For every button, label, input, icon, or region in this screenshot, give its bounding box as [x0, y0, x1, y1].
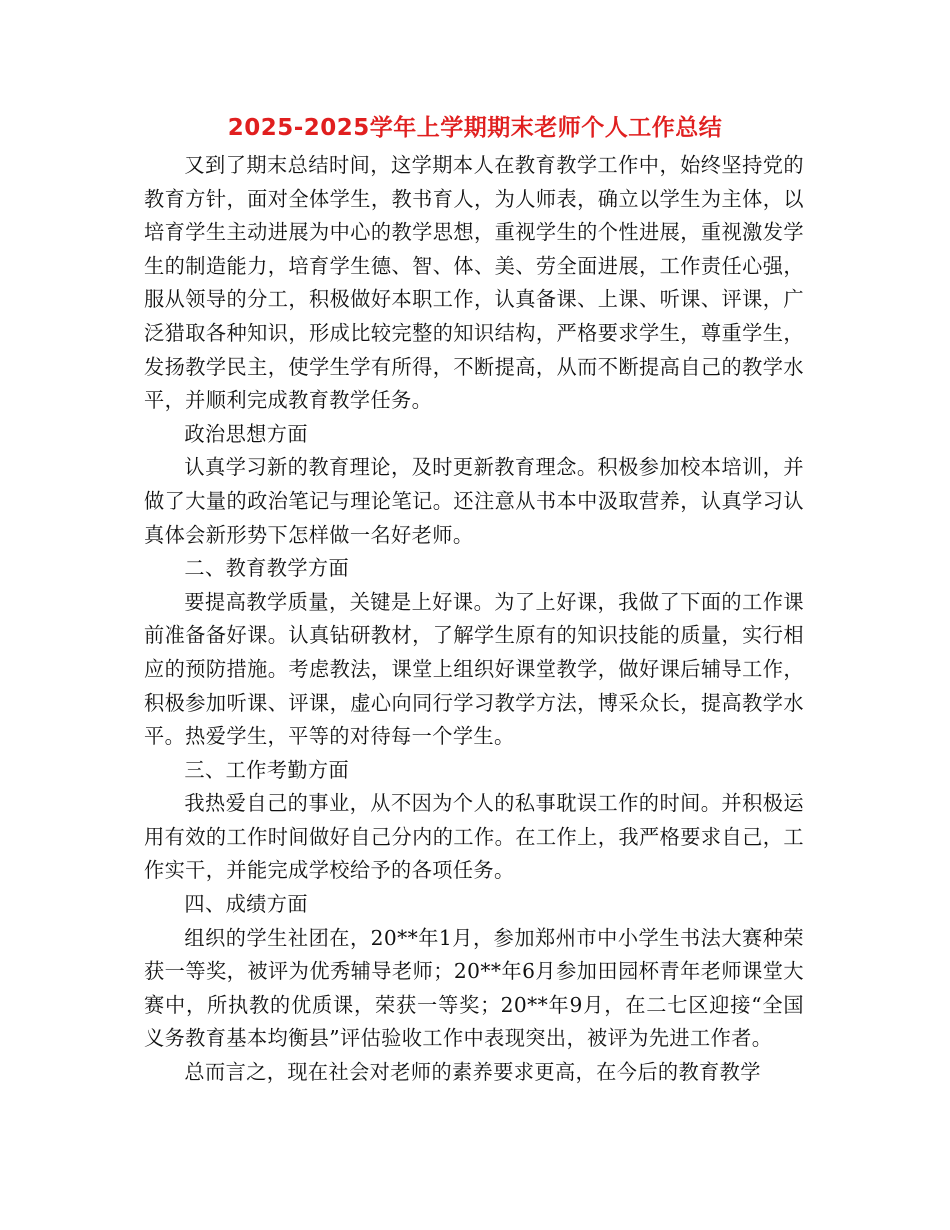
section-heading-achievements: 四、成绩方面 — [184, 892, 308, 917]
paragraph-politics: 认真学习新的教育理论，及时更新教育理念。积极参加校本培训，并做了大量的政治笔记与理论笔记。还注意从书本中汲取营养，认真学习认真体会新形势下怎样做一名好老师。 — [144, 455, 804, 547]
section-heading-politics: 政治思想方面 — [184, 421, 308, 446]
paragraph-intro: 又到了期末总结时间，这学期本人在教育教学工作中，始终坚持党的教育方针，面对全体学生，教书育人，为人师表，确立以学生为主体，以培育学生主动进展为中心的教学思想，重视学生的个性进展，重视激发学生的制造能力，培育学生德、智、体、美、劳全面进展，工作责任心强，服从领导的分工，积极做好本职工作，认真备课、上课、听课、评课，广泛猎取各种知识，形成比较完整的知识结构，严格要求学生，尊重学生，发扬教学民主，使学生学有所得，不断提高，从而不断提高自己的教学水平，并顺利完成教育教学任务。 — [144, 153, 804, 413]
document-body — [144, 149, 804, 1090]
section-heading-teaching: 二、教育教学方面 — [184, 556, 350, 581]
section-heading-attendance: 三、工作考勤方面 — [184, 757, 350, 782]
paragraph-conclusion: 总而言之，现在社会对老师的素养要求更高，在今后的教育教学 — [184, 1060, 761, 1085]
paragraph-achievements: 组织的学生社团在，20**年1月，参加郑州市中小学生书法大赛种荣获一等奖，被评为优秀辅导老师；20**年6月参加田园杯青年老师课堂大赛中，所执教的优质课，荣获一等奖；20**年9月，在二七区迎接“全国义务教育基本均衡县”评估验收工作中表现突出，被评为先进工作者。 — [144, 925, 804, 1051]
document-title: 2025-2025学年上学期期末老师个人工作总结 — [227, 115, 723, 141]
paragraph-attendance: 我热爱自己的事业，从不因为个人的私事耽误工作的时间。并积极运用有效的工作时间做好自己分内的工作。在工作上，我严格要求自己，工作实干，并能完成学校给予的各项任务。 — [144, 791, 804, 883]
paragraph-teaching: 要提高教学质量，关键是上好课。为了上好课，我做了下面的工作课前准备备好课。认真钻研教材，了解学生原有的知识技能的质量，实行相应的预防措施。考虑教法，课堂上组织好课堂教学，做好课后辅导工作，积极参加听课、评课，虚心向同行学习教学方法，博采众长，提高教学水平。热爱学生，平等的对待每一个学生。 — [144, 589, 804, 749]
